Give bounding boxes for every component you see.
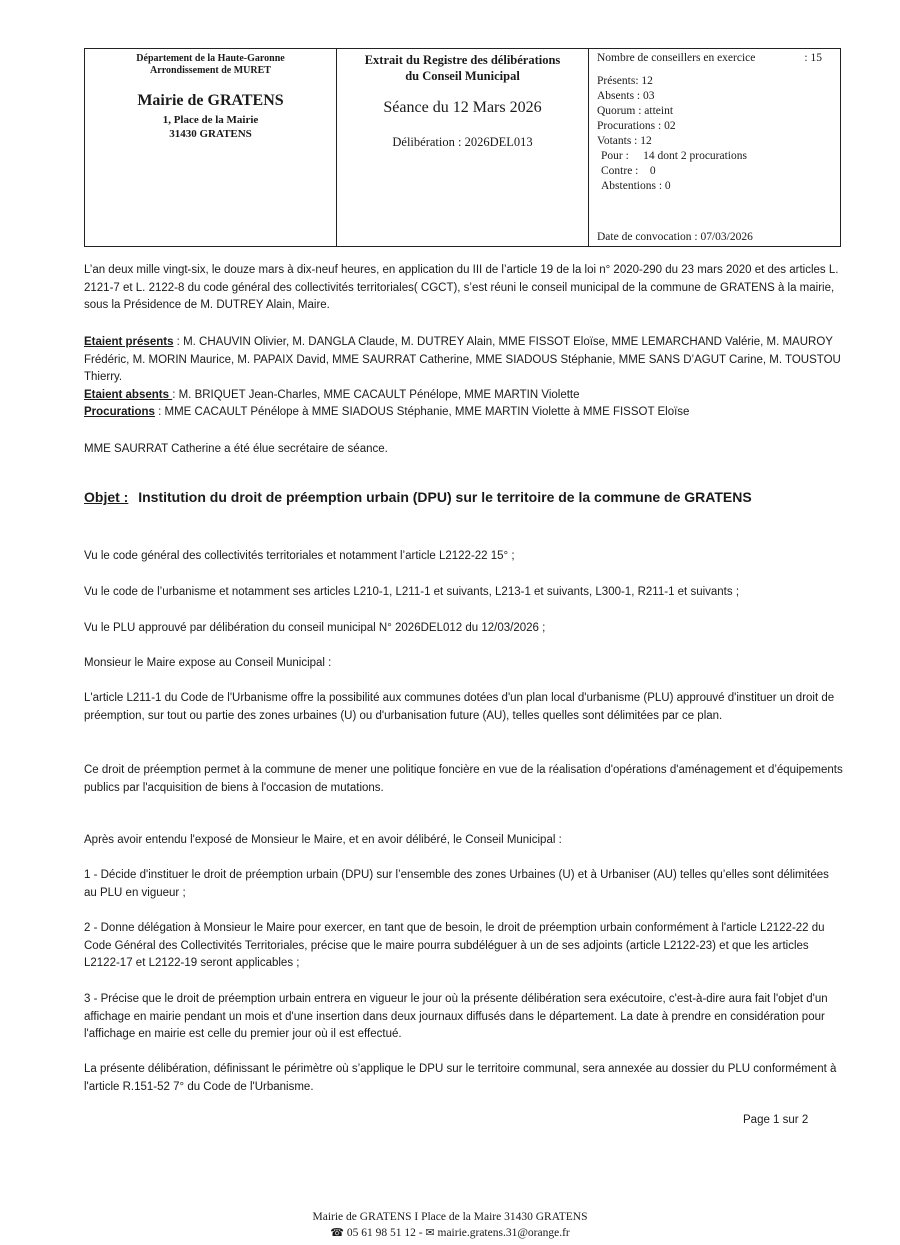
absents-label: Etaient absents [84,388,173,401]
stat-procurations: Procurations : 02 [597,120,676,132]
stat-votants: Votants : 12 [597,135,652,147]
presents-text: : M. CHAUVIN Olivier, M. DANGLA Claude, M. DUTREY Alain, MME FISSOT Eloïse, MME LEMARCHAND Valérie, M. MAUROY Frédéric, M. MORIN Maurice, M. PAPAIX David, MME SAURRAT Catherine, MME SIADOUS Stéphanie, MME SANS D’AGUT Carine, M. TOUSTOU Thierry. [84,336,841,383]
conseillers-row [597,51,840,66]
final-paragraph: La présente délibération, définissant le périmètre où s’applique le DPU sur le territoire communal, sera annexée au dossier du PLU conformément à l'article R.151-52 7° du Code de l'Urbanisme. [84,1063,837,1093]
paragraph-droit: Ce droit de préemption permet à la commune de mener une politique foncière en vue de la réalisation d'opérations d'aménagement et d’équipements publics par l'acquisition de biens à l'occasion de mutations. [84,764,843,794]
extrait-line-1: Extrait du Registre des délibérations [364,53,561,67]
procurations-line [84,404,844,422]
absents-text: : M. BRIQUET Jean-Charles, MME CACAULT Pénélope, MME MARTIN Violette [172,388,580,401]
secretaire-line: MME SAURRAT Catherine a été élue secrétaire de séance. [84,443,388,455]
objet-text: Institution du droit de préemption urbain (DPU) sur le territoire de la commune de GRATENS [138,489,752,505]
objet-label: Objet : [84,489,129,505]
procurations-label: Procurations [84,406,155,418]
deliberation-number: Délibération : 2026DEL013 [392,135,533,149]
decision-3: 3 - Précise que le droit de préemption urbain entrera en vigueur le jour où la présente délibération sera exécutoire, c'est-à-dire aura fait l'objet d'un affichage en mairie pendant un mois et d'une insertion dans deux journaux diffusés dans le département. La date à prendre en considération pour l'affichage en mairie est celle du premier jour où il est effectué. [84,993,828,1040]
decision-1: 1 - Décide d'instituer le droit de préemption urbain (DPU) sur l’ensemble des zones Urbaines (U) et à Urbaniser (AU) telles qu’elles sont délimitées au PLU en vigueur ; [84,869,829,899]
stat-contre: Contre : 0 [601,165,656,177]
objet-heading [84,489,752,505]
extrait-title [337,52,588,84]
email-icon: ✉ [425,1227,435,1239]
vu-2: Vu le code de l’urbanisme et notamment ses articles L210-1, L211-1 et suivants, L213-1 et suivants, L300-1, R211-1 et suivants ; [84,586,740,598]
footer-address: Mairie de GRATENS I Place de la Maire 31430 GRATENS [312,1211,588,1223]
stat-pour: Pour : 14 dont 2 procurations [601,150,747,162]
vu-3: Vu le PLU approuvé par délibération du conseil municipal N° 2026DEL012 du 12/03/2026 ; [84,622,546,634]
paragraph-l211: L'article L211-1 du Code de l'Urbanisme offre la possibilité aux communes dotées d'un plan local d'urbanisme (PLU) approuvé d'instituer un droit de préemption, sur tout ou partie des zones urbaines (U) ou d'urbanisation future (AU), telles quelles sont délimitées par ce plan. [84,692,835,722]
stat-abstentions: Abstentions : 0 [601,180,671,192]
phone-icon: ☎ [330,1227,344,1239]
conseillers-value: : 15 [804,52,822,64]
footer-contact: ☎ 05 61 98 51 12 - ✉ mairie.gratens.31@orange.fr [330,1227,570,1239]
page-number: Page 1 sur 2 [743,1114,809,1126]
intro-paragraph: L’an deux mille vingt-six, le douze mars à dix-neuf heures, en application du III de l’article 19 de la loi n° 2020-290 du 23 mars 2020 et des articles L. 2121-7 et L. 2122-8 du code général des collectivités territoriales( CGCT), s’est réuni le conseil municipal de la commune de GRATENS à la mairie, sous la Présidence de M. DUTREY Alain, Maire. [84,264,839,311]
footer-email: mairie.gratens.31@orange.fr [437,1227,570,1239]
procurations-text: : MME CACAULT Pénélope à MME SIADOUS Stéphanie, MME MARTIN Violette à MME FISSOT Eloïse [154,406,690,418]
footer-phone: 05 61 98 51 12 [346,1227,416,1239]
stat-absents: Absents : 03 [597,90,655,102]
city-line: 31430 GRATENS [169,128,252,140]
apres-line: Après avoir entendu l'exposé de Monsieur le Maire, et en avoir délibéré, le Conseil Municipal : [84,834,562,846]
mairie-name: Mairie de GRATENS [137,92,284,109]
departement [85,53,336,77]
header-stats-cell [589,49,840,246]
header-registre-cell [337,49,589,246]
mairie-address [85,113,336,141]
vu-1: Vu le code général des collectivités territoriales et notamment l’article L2122-22 15° ; [84,550,515,562]
presents-line [84,334,844,387]
seance-date: Séance du 12 Mars 2026 [383,99,542,116]
attendance-block [84,334,844,422]
conseillers-label: Nombre de conseillers en exercice [597,52,756,64]
stat-presents: Présents: 12 [597,75,653,87]
stat-quorum: Quorum : atteint [597,105,674,117]
presents-label: Etaient présents [84,336,174,348]
expose-line: Monsieur le Maire expose au Conseil Municipal : [84,657,332,669]
extrait-line-2: du Conseil Municipal [405,69,520,83]
header-table [84,48,841,247]
header-mairie-cell [85,49,337,246]
arrondissement-line: Arrondissement de MURET [150,65,271,76]
absents-line [84,387,844,405]
decision-2: 2 - Donne délégation à Monsieur le Maire pour exercer, en tant que de besoin, le droit de préemption urbain conformément à l'article L2122-22 du Code Général des Collectivités Territoriales, précise que le maire pourra subdéléguer à un de ses adjoints (article L2122-23) et que les articles L2122-17 et L2122-19 seront applicables ; [84,922,825,969]
address-line: 1, Place de la Mairie [162,114,259,126]
convocation-date: Date de convocation : 07/03/2026 [597,231,753,243]
departement-line: Département de la Haute-Garonne [136,53,285,64]
